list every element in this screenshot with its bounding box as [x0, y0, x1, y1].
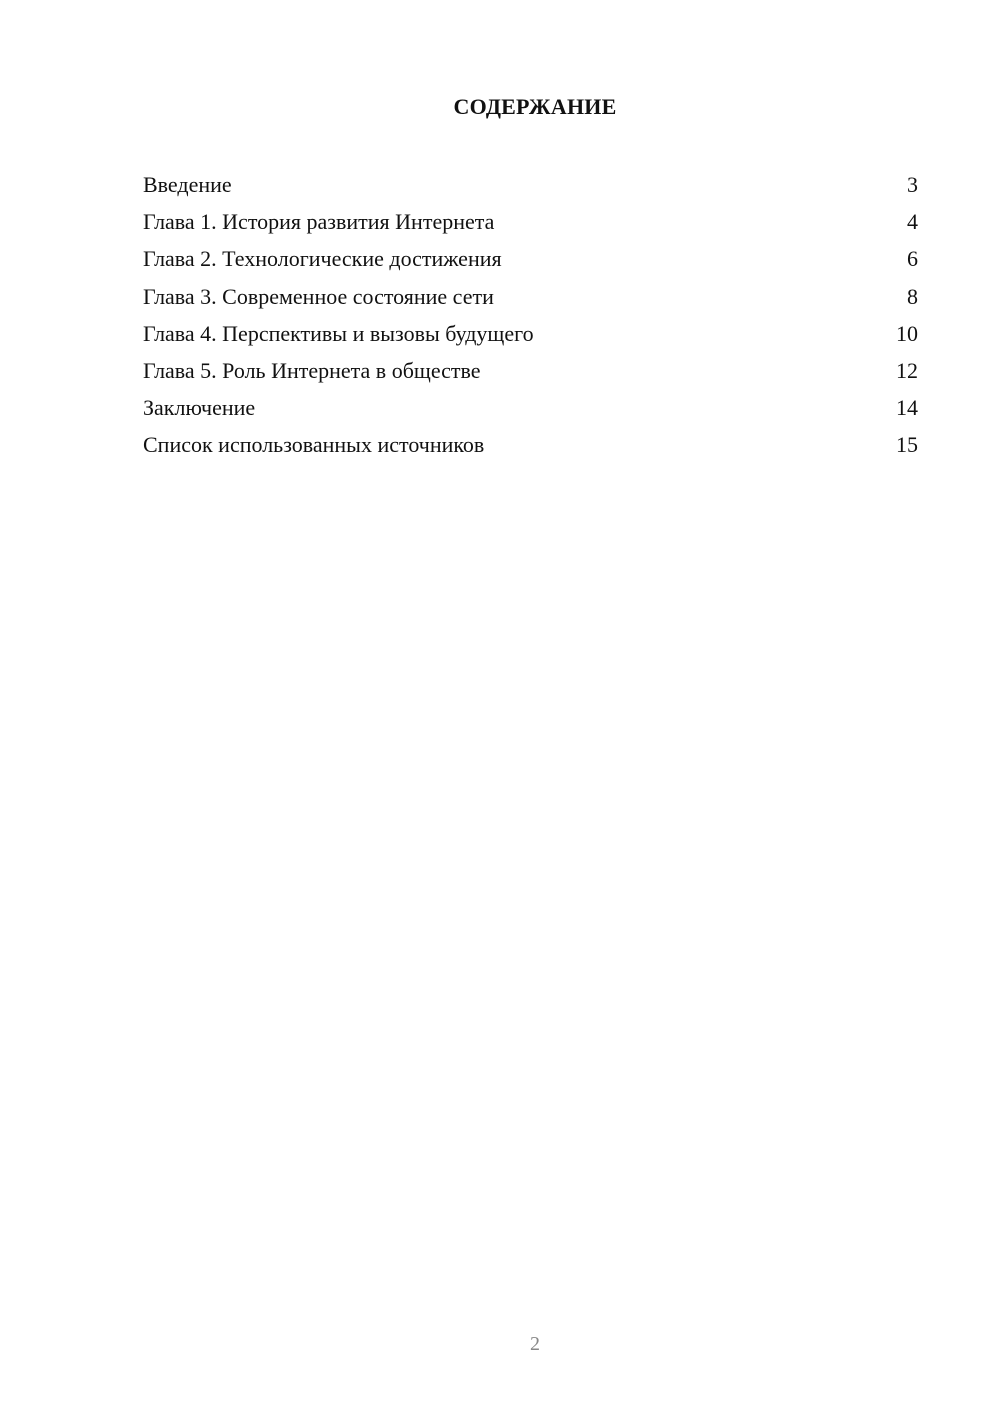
toc-entry-chapter-3 — [143, 282, 918, 319]
toc-entry-label: Глава 3. Современное состояние сети — [143, 283, 494, 309]
toc-entry-introduction — [143, 170, 918, 207]
toc-entry-page: 15 — [896, 432, 918, 458]
toc-entry-label: Введение — [143, 172, 232, 197]
page-number: 2 — [530, 1333, 540, 1355]
toc-entry-page: 10 — [896, 320, 918, 346]
toc-entry-page: 8 — [907, 283, 918, 309]
toc-entry-page: 12 — [896, 357, 918, 383]
toc-entry-label: Глава 1. История развития Интернета — [143, 209, 495, 235]
toc-entry-chapter-2 — [143, 244, 918, 281]
toc-entry-chapter-5 — [143, 356, 918, 393]
toc-entry-references — [143, 430, 918, 467]
toc-entry-page: 3 — [907, 172, 918, 197]
toc-entry-label: Заключение — [143, 395, 256, 421]
toc-entry-label: Глава 2. Технологические достижения — [143, 246, 502, 272]
toc-entry-page: 6 — [907, 246, 918, 272]
toc-entry-page: 4 — [907, 209, 918, 235]
toc-entry-label: Глава 5. Роль Интернета в обществе — [143, 357, 481, 383]
table-of-contents — [143, 170, 918, 468]
toc-entry-chapter-4 — [143, 319, 918, 356]
toc-entry-page: 14 — [896, 395, 918, 421]
toc-entry-conclusion — [143, 393, 918, 430]
toc-entry-label: Глава 4. Перспективы и вызовы будущего — [143, 320, 534, 346]
toc-entry-label: Список использованных источников — [143, 432, 485, 458]
toc-entry-chapter-1 — [143, 207, 918, 244]
toc-title: СОДЕРЖАНИЕ — [453, 94, 617, 119]
